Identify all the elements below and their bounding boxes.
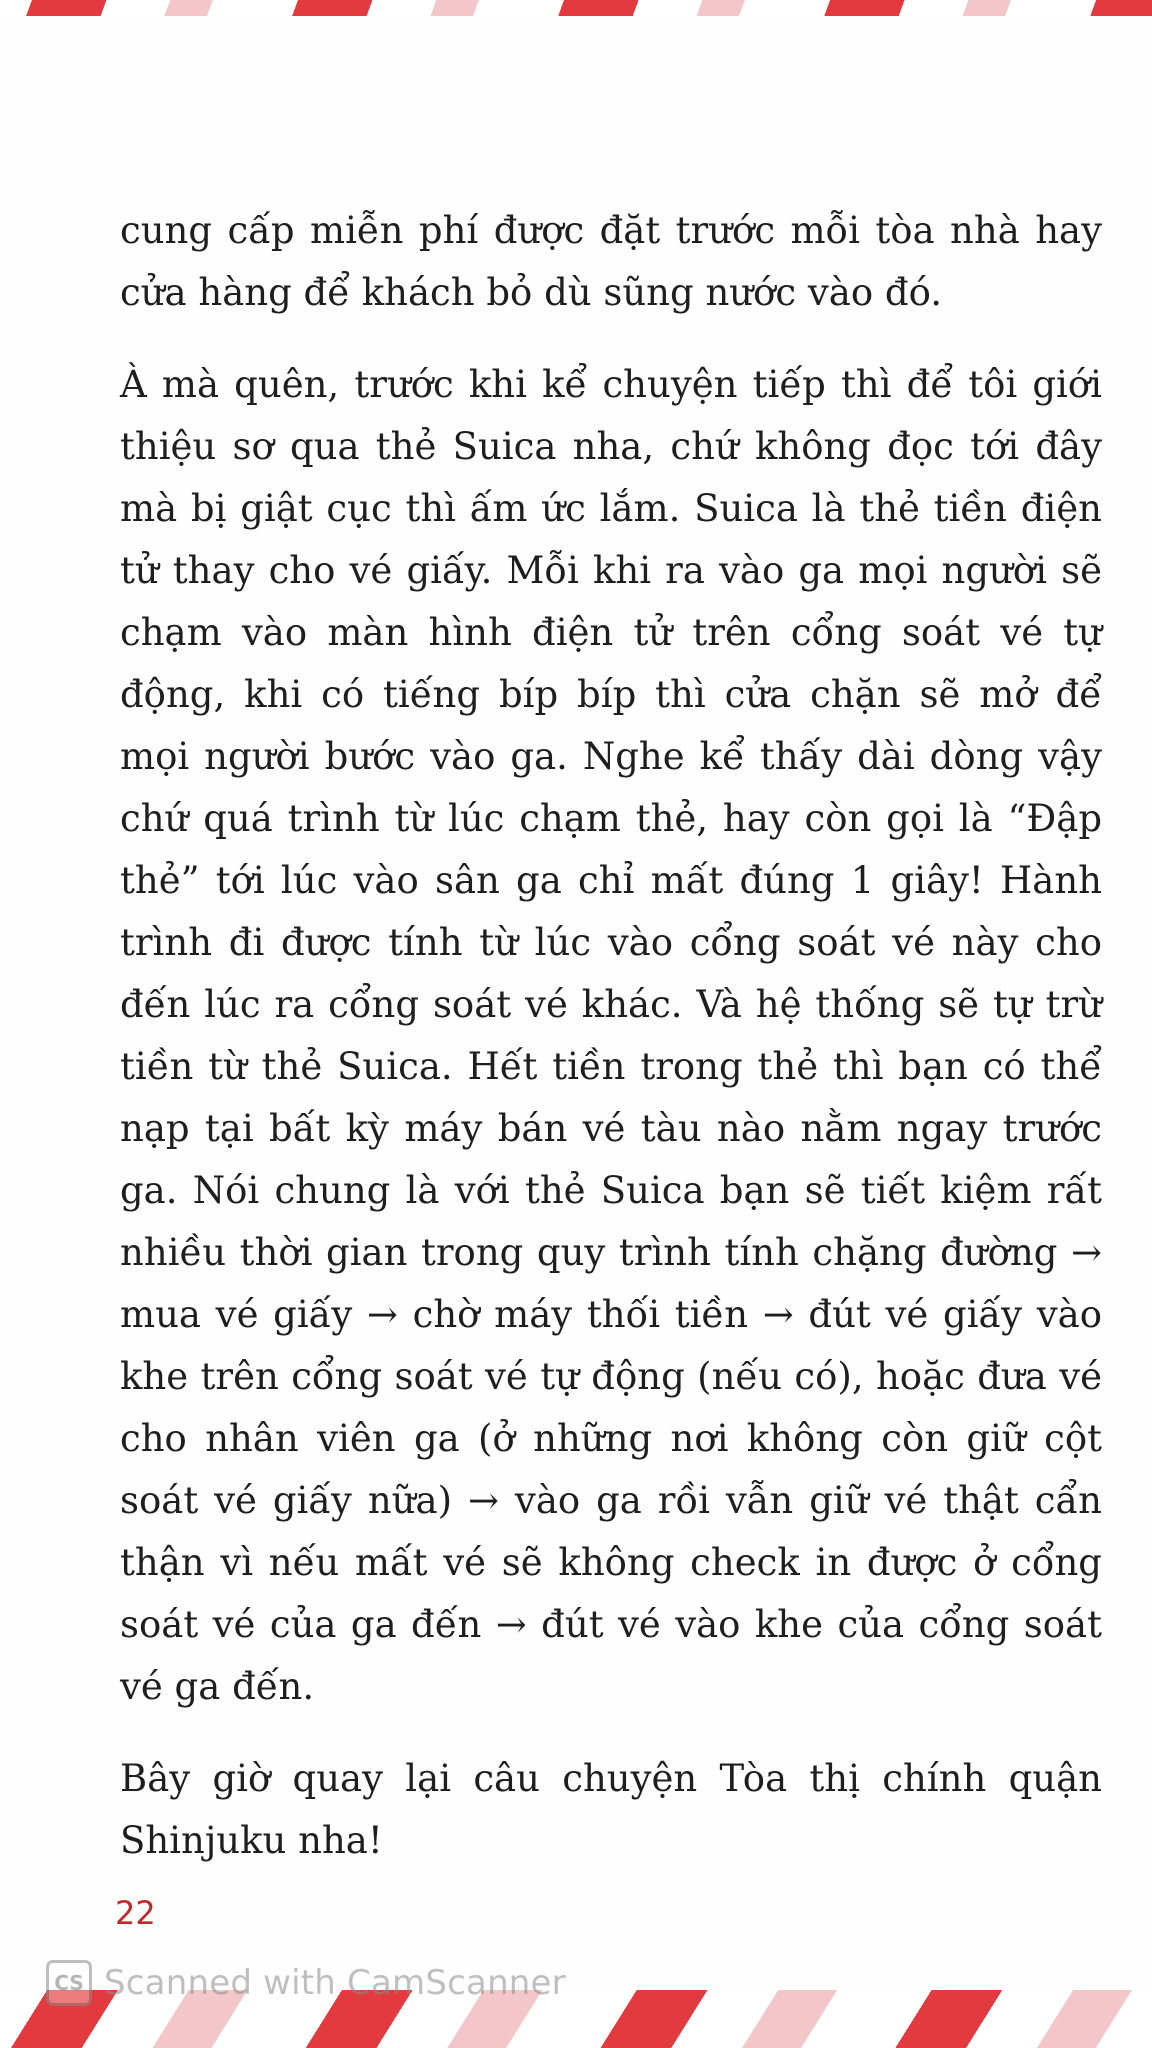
paragraph-3: Bây giờ quay lại câu chuyện Tòa thị chính quận Shinjuku nha!: [120, 1757, 1102, 1862]
page-number: 22: [115, 1894, 156, 1932]
body-text: [120, 200, 1102, 1872]
airmail-border-top: [0, 0, 1152, 16]
paragraph-1: cung cấp miễn phí được đặt trước mỗi tòa nhà hay cửa hàng để khách bỏ dù sũng nước vào đó.: [120, 209, 1102, 314]
watermark-text: Scanned with CamScanner: [104, 1963, 566, 2003]
paragraph-2: À mà quên, trước khi kể chuyện tiếp thì để tôi giới thiệu sơ qua thẻ Suica nha, chứ không đọc tới đây mà bị giật cục thì ấm ức lắm. Suica là thẻ tiền điện tử thay cho vé giấy. Mỗi khi ra vào ga mọi người sẽ chạm vào màn hình điện tử trên cổng soát vé tự động, khi có tiếng bíp bíp thì cửa chặn sẽ mở để mọi người bước vào ga. Nghe kể thấy dài dòng vậy chứ quá trình từ lúc chạm thẻ, hay còn gọi là “Đập thẻ” tới lúc vào sân ga chỉ mất đúng 1 giây! Hành trình đi được tính từ lúc vào cổng soát vé này cho đến lúc ra cổng soát vé khác. Và hệ thống sẽ tự trừ tiền từ thẻ Suica. Hết tiền trong thẻ thì bạn có thể nạp tại bất kỳ máy bán vé tàu nào nằm ngay trước ga. Nói chung là với thẻ Suica bạn sẽ tiết kiệm rất nhiều thời gian trong quy trình tính chặng đường → mua vé giấy → chờ máy thối tiền → đút vé giấy vào khe trên cổng soát vé tự động (nếu có), hoặc đưa vé cho nhân viên ga (ở những nơi không còn giữ cột soát vé giấy nữa) → vào ga rồi vẫn giữ vé thật cẩn thận vì nếu mất vé sẽ không check in được ở cổng soát vé của ga đến → đút vé vào khe của cổng soát vé ga đến.: [120, 363, 1102, 1708]
camscanner-logo-icon: CS: [46, 1960, 92, 2006]
camscanner-watermark: [46, 1957, 566, 2009]
